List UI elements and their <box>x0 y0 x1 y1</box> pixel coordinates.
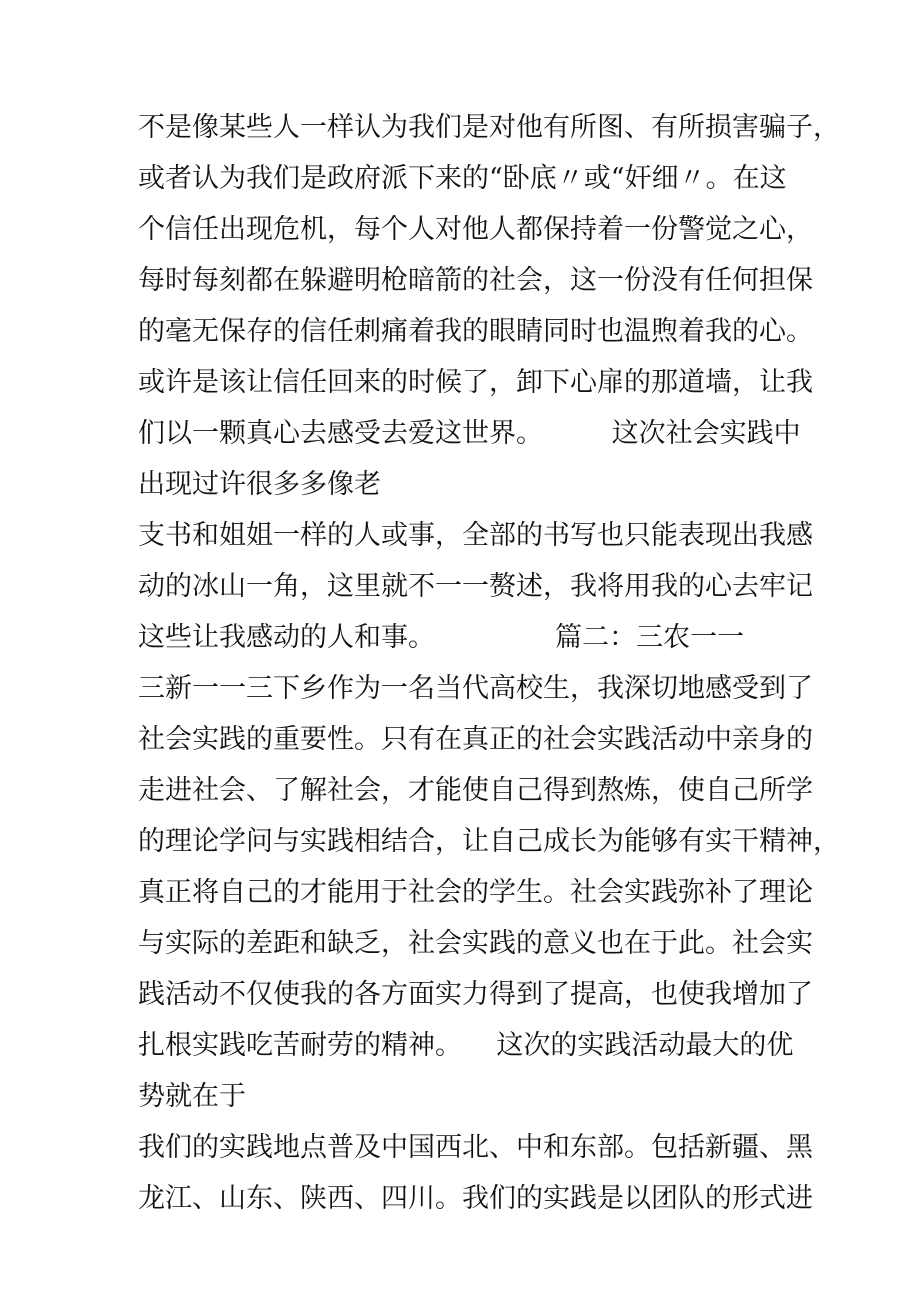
text-line: 个信任出现危机，每个人对他人都保持着一份警觉之心， <box>138 214 813 245</box>
text-line: 我们的实践地点普及中国西北、中和东部。包括新疆、黑 <box>138 1132 813 1163</box>
text-line: 支书和姐姐一样的人或事，全部的书写也只能表现出我感 <box>138 520 813 551</box>
text-line: 社会实践的重要性。只有在真正的社会实践活动中亲身的 <box>138 724 813 755</box>
text-line: 或许是该让信任回来的时候了，卸下心扉的那道墙，让我 <box>138 367 813 398</box>
text-line: 这些让我感动的人和事。 篇二：三农一一 <box>138 622 745 653</box>
text-line: 动的冰山一角，这里就不一一赘述，我将用我的心去牢记 <box>138 571 813 602</box>
text-line: 不是像某些人一样认为我们是对他有所图、有所损害骗子， <box>138 112 840 143</box>
text-line: 势就在于 <box>138 1081 246 1112</box>
text-line: 或者认为我们是政府派下来的“卧底〃或“奸细〃。在这 <box>138 163 787 194</box>
text-line: 践活动不仅使我的各方面实力得到了提高，也使我增加了 <box>138 979 813 1010</box>
text-line: 出现过许很多多像老 <box>138 469 381 500</box>
text-line: 走进社会、了解社会，才能使自己得到熬炼，使自己所学 <box>138 775 813 806</box>
text-line: 与实际的差距和缺乏，社会实践的意义也在于此。社会实 <box>138 928 813 959</box>
text-line: 三新一一三下乡作为一名当代高校生，我深切地感受到了 <box>138 673 813 704</box>
text-line: 龙江、山东、陕西、四川。我们的实践是以团队的形式进 <box>138 1183 813 1214</box>
text-line: 每时每刻都在躲避明枪暗箭的社会，这一份没有任何担保 <box>138 265 813 296</box>
text-line: 的理论学问与实践相结合，让自己成长为能够有实干精神， <box>138 826 840 857</box>
text-line: 的毫无保存的信任刺痛着我的眼睛同时也温煦着我的心。 <box>138 316 813 347</box>
text-line: 扎根实践吃苦耐劳的精神。 这次的实践活动最大的优 <box>138 1030 794 1061</box>
document-body <box>138 102 840 1224</box>
text-line: 们以一颗真心去感受去爱这世界。 这次社会实践中 <box>138 418 801 449</box>
text-line: 真正将自己的才能用于社会的学生。社会实践弥补了理论 <box>138 877 813 908</box>
